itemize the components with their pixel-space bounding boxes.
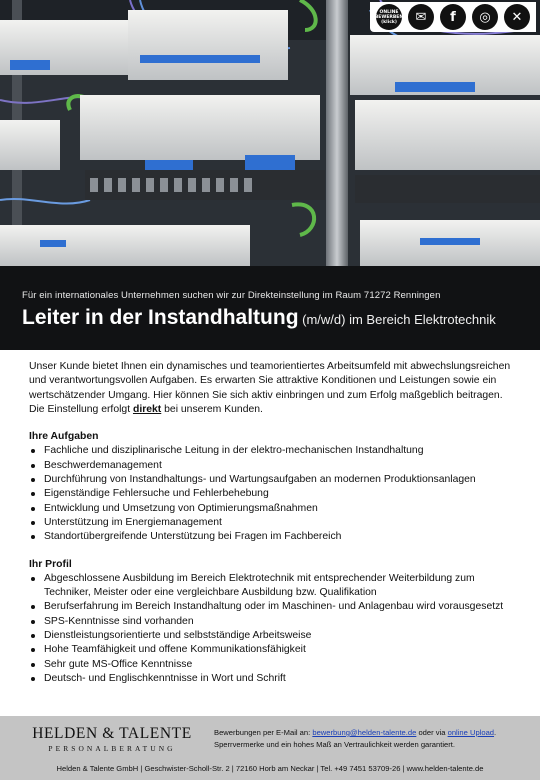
job-description	[29, 360, 511, 699]
confidentiality-note: Sperrvermerke und ein hohes Maß an Vertraulichkeit werden garantiert.	[214, 740, 456, 749]
aufgaben-list	[29, 444, 511, 544]
list-item: Standortübergreifende Unterstützung bei Fragen im Fachbereich	[29, 530, 511, 544]
intro-paragraph	[29, 360, 511, 417]
online-apply-button[interactable]: ONLINE BEWERBEN (klick)	[376, 4, 402, 30]
online-upload-link[interactable]: online Upload	[447, 728, 495, 737]
email-link[interactable]: bewerbung@helden-talente.de	[312, 728, 417, 737]
profil-heading: Ihr Profil	[29, 558, 72, 570]
intro-text-end: bei unserem Kunden.	[161, 403, 263, 415]
electrical-cabinet-illustration	[0, 0, 540, 266]
list-item: Durchführung von Instandhaltungs- und Wartungsaufgaben an modernen Produktionsanlagen	[29, 473, 511, 487]
contact-middle: oder via	[416, 728, 448, 737]
list-item: Deutsch- und Englischkenntnisse in Wort und Schrift	[29, 672, 511, 686]
list-item: Abgeschlossene Ausbildung im Bereich Elektrotechnik mit entsprechender Weiterbildung zum Techniker, Meister oder eine vergleichbare Ausbildung bzw. Qualifikation	[29, 572, 511, 601]
xing-icon[interactable]: ✕	[504, 4, 530, 30]
company-address: Helden & Talente GmbH | Geschwister-Scholl-Str. 2 | 72160 Horb am Neckar | Tel. +49 7451 53709-26 | www.helden-talente.de	[56, 764, 484, 773]
intro-text: Unser Kunde bietet Ihnen ein dynamisches und teamorientiertes Arbeitsumfeld mit abwechslungsreichen und verantwortungsvollen Aufgaben. Es erwarten Sie attraktive Konditionen und Leistungen sowie ein wertschätzender Umgang. Hier können Sie sich aktiv einbringen und zum Erfolg maßgeblich beitragen. Die Einstellung erfolgt	[29, 361, 511, 415]
logo-subtitle: PERSONALBERATUNG	[48, 744, 176, 753]
aufgaben-heading: Ihre Aufgaben	[29, 431, 99, 443]
list-item: Fachliche und disziplinarische Leitung in der elektro-mechanischen Instandhaltung	[29, 444, 511, 458]
list-item: SPS-Kenntnisse sind vorhanden	[29, 615, 511, 629]
contact-info	[214, 727, 534, 751]
mail-icon[interactable]: ✉	[408, 4, 434, 30]
facebook-icon[interactable]: f	[440, 4, 466, 30]
instagram-icon[interactable]: ◎	[472, 4, 498, 30]
list-item: Dienstleistungsorientierte und selbstständige Arbeitsweise	[29, 629, 511, 643]
profil-list	[29, 572, 511, 686]
hero-image	[0, 0, 540, 266]
list-item: Unterstützung im Energiemanagement	[29, 516, 511, 530]
company-logo	[32, 725, 192, 753]
list-item: Berufserfahrung im Bereich Instandhaltung oder im Maschinen- und Anlagenbau wird vorausgesetzt	[29, 600, 511, 614]
list-item: Hohe Teamfähigkeit und offene Kommunikationsfähigkeit	[29, 643, 511, 657]
intro-emphasis: direkt	[132, 403, 162, 415]
logo-brand: HELDEN & TALENTE	[32, 725, 192, 742]
footer	[0, 716, 540, 780]
job-title-main: Leiter in der Instandhaltung	[22, 306, 299, 329]
contact-prefix: Bewerbungen per E-Mail an:	[214, 728, 313, 737]
job-kicker: Für ein internationales Unternehmen suchen wir zur Direkteinstellung im Raum 71272 Renningen	[22, 290, 441, 301]
list-item: Beschwerdemanagement	[29, 459, 511, 473]
social-bar	[370, 2, 536, 32]
list-item: Entwicklung und Umsetzung von Optimierungsmaßnahmen	[29, 502, 511, 516]
list-item: Eigenständige Fehlersuche und Fehlerbehebung	[29, 487, 511, 501]
title-band	[0, 266, 540, 350]
list-item: Sehr gute MS-Office Kenntnisse	[29, 658, 511, 672]
contact-end: .	[494, 728, 497, 737]
job-title-suffix: (m/w/d) im Bereich Elektrotechnik	[298, 312, 496, 327]
job-title	[22, 306, 496, 330]
